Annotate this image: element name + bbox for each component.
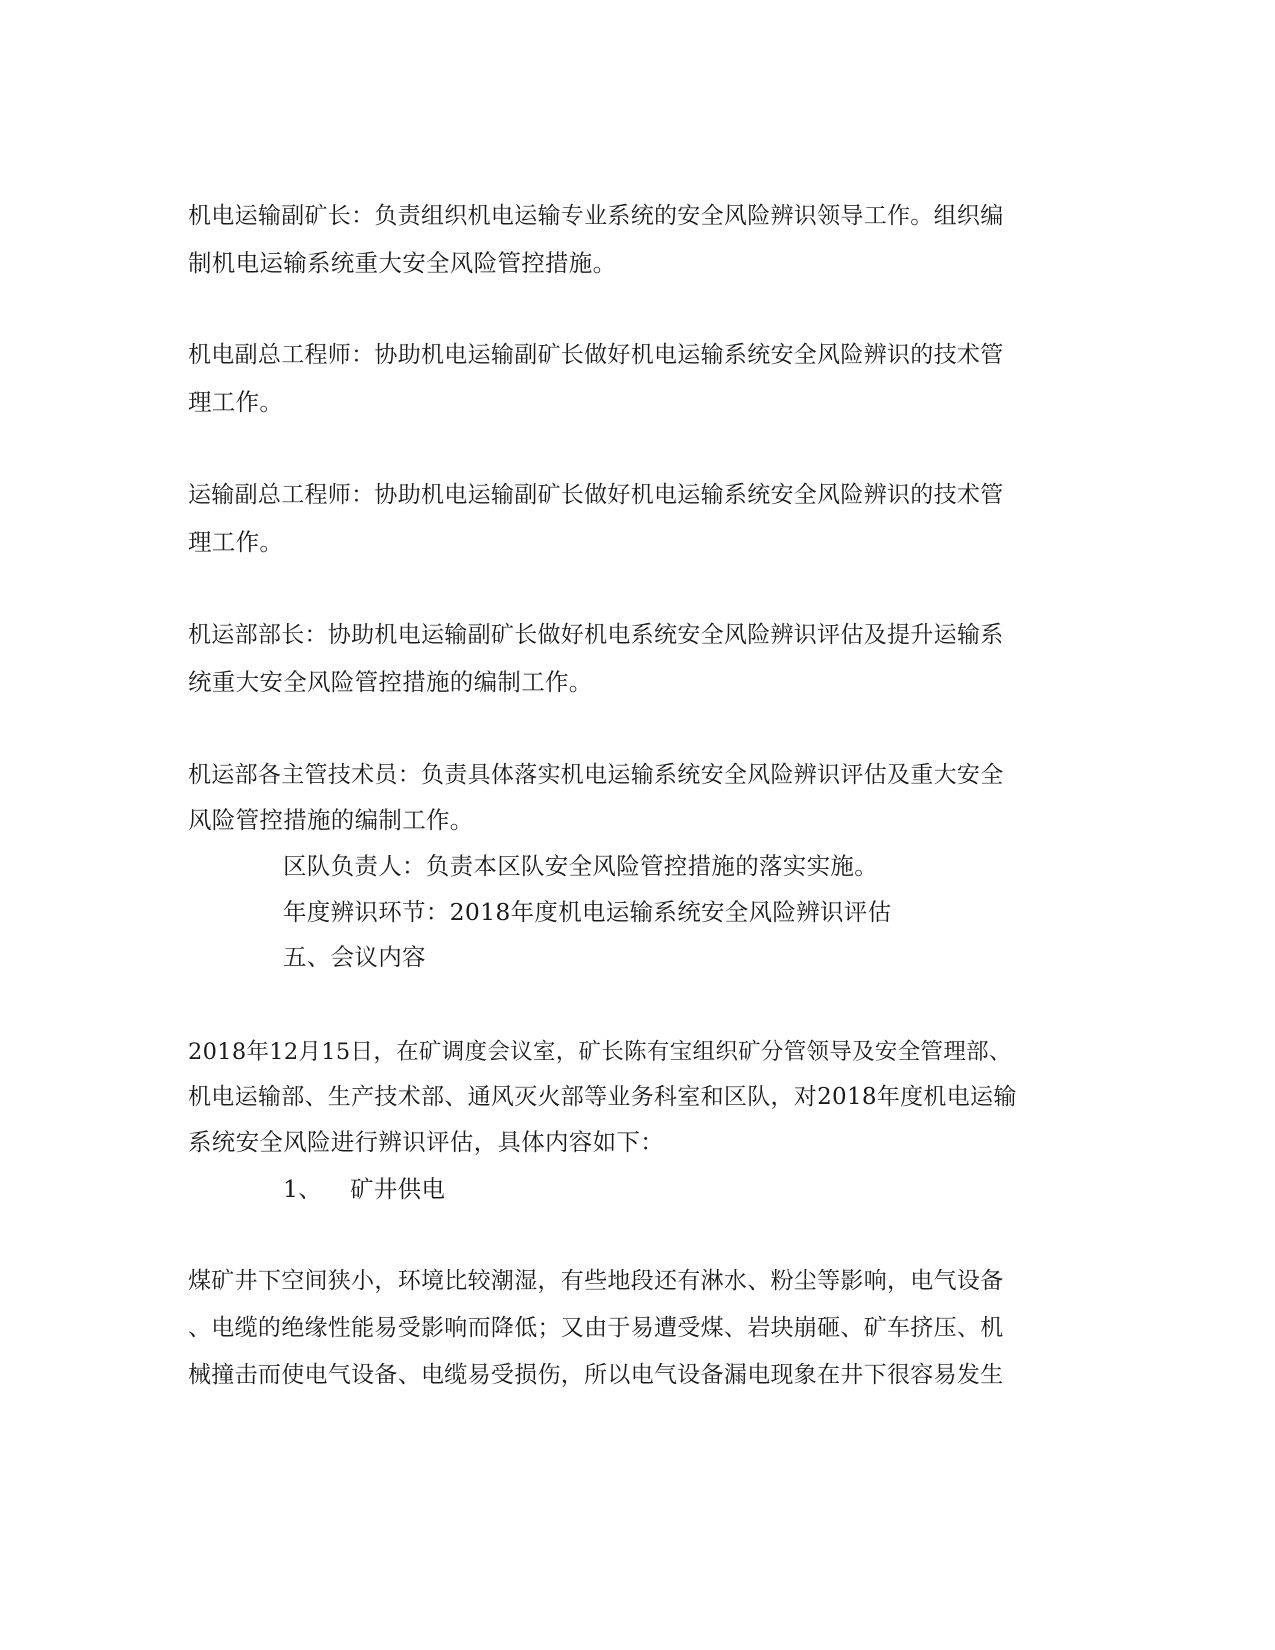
para-meeting-line-2: 机电运输部、生产技术部、通风灭火部等业务科室和区队，对2018年度机电运输 (188, 1084, 1017, 1110)
list-item-mine-power-supply (283, 1174, 445, 1204)
para-annual-identification: 年度辨识环节：2018年度机电运输系统安全风险辨识评估 (283, 898, 892, 926)
para-team-leader: 区队负责人：负责本区队安全风险管控措施的落实实施。 (283, 852, 878, 880)
list-number: 1、 (283, 1175, 323, 1203)
para-underground-line-3: 械撞击而使电气设备、电缆易受损伤，所以电气设备漏电现象在井下很容易发生 (188, 1362, 1004, 1388)
para-underground-line-2: 、电缆的绝缘性能易受影响而降低；又由于易遭受煤、岩块崩砸、矿车挤压、机 (188, 1315, 1004, 1341)
para-meeting-line-3: 系统安全风险进行辨识评估，具体内容如下： (188, 1128, 664, 1156)
para-transport-engineer-line-2: 理工作。 (188, 528, 284, 556)
para-department-head-line-1: 机运部部长：协助机电运输副矿长做好机电系统安全风险辨识评估及提升运输系 (188, 622, 1004, 648)
para-underground-line-1: 煤矿井下空间狭小，环境比较潮湿，有些地段还有淋水、粉尘等影响，电气设备 (188, 1268, 1004, 1294)
para-department-head-line-2: 统重大安全风险管控措施的编制工作。 (188, 668, 593, 696)
para-mech-engineer-line-1: 机电副总工程师：协助机电运输副矿长做好机电运输系统安全风险辨识的技术管 (188, 342, 1004, 368)
para-mine-deputy-line-1: 机电运输副矿长：负责组织机电运输专业系统的安全风险辨识领导工作。组织编 (188, 203, 1004, 229)
section-heading-meeting-content: 五、会议内容 (283, 943, 426, 971)
para-transport-engineer-line-1: 运输副总工程师：协助机电运输副矿长做好机电运输系统安全风险辨识的技术管 (188, 482, 1004, 508)
para-technicians-line-2: 风险管控措施的编制工作。 (188, 806, 474, 834)
para-mech-engineer-line-2: 理工作。 (188, 388, 284, 416)
para-meeting-line-1: 2018年12月15日，在矿调度会议室，矿长陈有宝组织矿分管领导及安全管理部、 (188, 1039, 1012, 1065)
para-mine-deputy-line-2: 制机电运输系统重大安全风险管控措施。 (188, 249, 617, 277)
para-technicians-line-1: 机运部各主管技术员：负责具体落实机电运输系统安全风险辨识评估及重大安全 (188, 762, 1004, 788)
list-item-label: 矿井供电 (350, 1175, 446, 1203)
